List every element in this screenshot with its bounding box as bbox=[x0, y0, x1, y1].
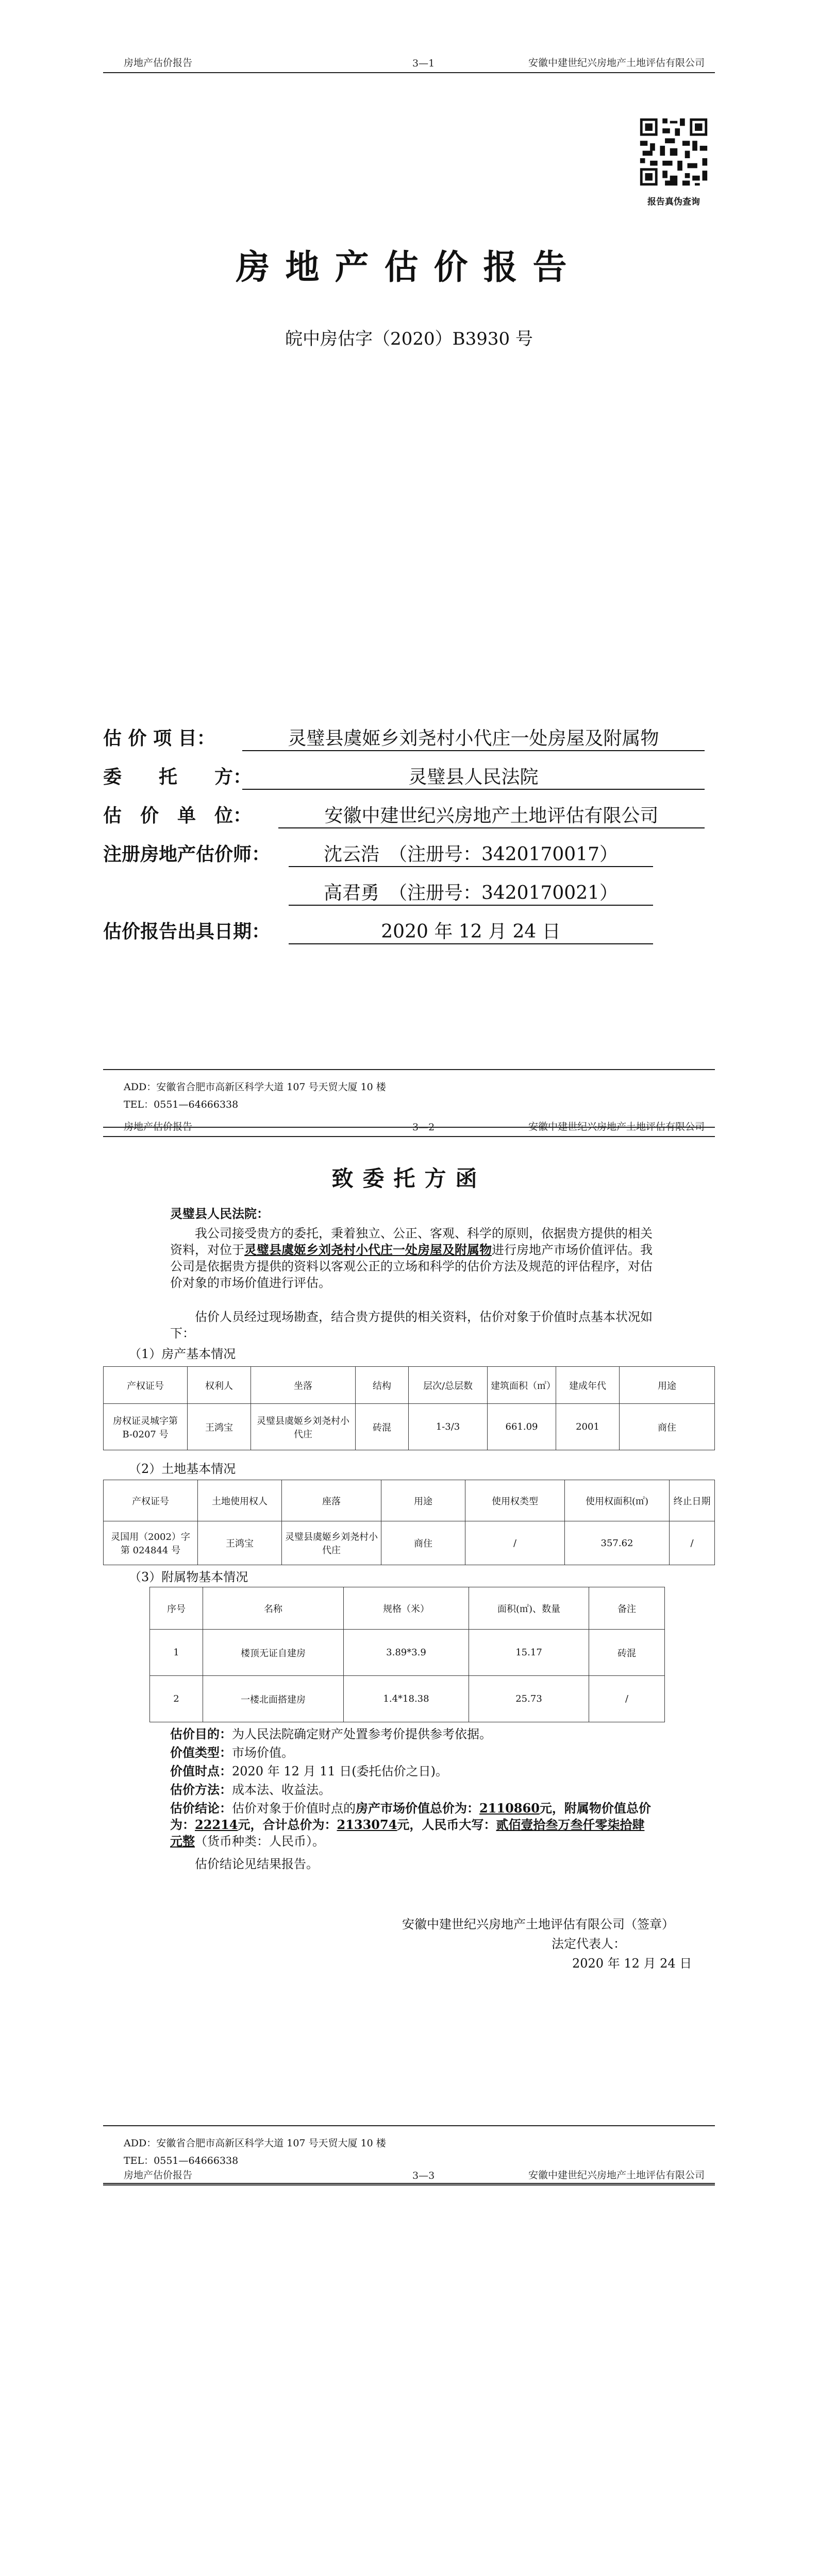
header-right: 安徽中建世纪兴房地产土地评估有限公司 bbox=[528, 1121, 705, 1132]
table-header-row bbox=[150, 1587, 665, 1630]
section-house: （1）房产基本情况 bbox=[129, 1347, 236, 1361]
total-value: 2133074 bbox=[337, 1817, 397, 1832]
item-text: 市场价值。 bbox=[232, 1745, 294, 1760]
header-right: 安徽中建世纪兴房地产土地评估有限公司 bbox=[528, 2170, 705, 2181]
table-cell: 2001 bbox=[556, 1404, 620, 1450]
letter-recipient: 灵璧县人民法院： bbox=[170, 1206, 269, 1221]
table-header-cell: 用途 bbox=[381, 1480, 465, 1521]
letter-final-paragraph: 估价结论见结果报告。 bbox=[195, 1857, 319, 1871]
table-row bbox=[104, 1404, 715, 1450]
result-text: 元，附属物价值总价为： bbox=[170, 1801, 651, 1832]
footer-tel: TEL：0551—64666338 bbox=[124, 1099, 239, 1110]
table-header-cell: 面积(㎡)、数量 bbox=[469, 1587, 589, 1630]
table-header-cell: 规格（米） bbox=[344, 1587, 469, 1630]
cover-value: 灵璧县人民法院 bbox=[242, 762, 705, 790]
sign-representative: 法定代表人： bbox=[552, 1937, 626, 1951]
result-text: （货币种类：人民币）。 bbox=[195, 1834, 325, 1849]
item-text: 成本法、收益法。 bbox=[232, 1783, 331, 1797]
letter-item-purpose bbox=[170, 1726, 655, 1742]
footer-tel: TEL：0551—64666338 bbox=[124, 2155, 239, 2166]
table-cell: 商住 bbox=[620, 1404, 715, 1450]
result-text: 元，合计总价为： bbox=[238, 1817, 337, 1832]
letter-result bbox=[170, 1800, 655, 1850]
property-name: 灵璧县虞姬乡刘尧村小代庄一处房屋及附属物 bbox=[244, 1242, 492, 1257]
letter-item-value-type bbox=[170, 1744, 655, 1761]
table-cell: 房权证灵城字第 B-0207 号 bbox=[104, 1404, 188, 1450]
table-header-cell: 备注 bbox=[589, 1587, 665, 1630]
header-page-number: 3—3 bbox=[412, 2170, 435, 2181]
table-header-cell: 名称 bbox=[203, 1587, 344, 1630]
table-header-cell: 序号 bbox=[150, 1587, 203, 1630]
attachments-table bbox=[149, 1587, 665, 1722]
table-cell: 661.09 bbox=[488, 1404, 556, 1450]
cover-label: 估 价 项 目： bbox=[103, 727, 215, 749]
header-left: 房地产估价报告 bbox=[124, 57, 193, 69]
letter-item-method bbox=[170, 1782, 655, 1798]
table-cell: 1.4*18.38 bbox=[344, 1676, 469, 1722]
table-row bbox=[104, 1521, 715, 1565]
table-cell: 灵璧县虞姬乡刘尧村小代庄 bbox=[251, 1404, 356, 1450]
table-header-cell: 权利人 bbox=[188, 1367, 251, 1404]
cover-value: 高君勇 （注册号：3420170021） bbox=[289, 878, 653, 906]
qr-code-icon bbox=[638, 116, 710, 188]
attachment-value: 22214 bbox=[195, 1817, 238, 1832]
cover-value: 安徽中建世纪兴房地产土地评估有限公司 bbox=[278, 801, 705, 828]
footer-address: ADD：安徽省合肥市高新区科学大道 107 号天贸大厦 10 楼 bbox=[124, 2138, 386, 2149]
result-label: 估价结论： bbox=[170, 1801, 232, 1816]
p1-part: 我公司接受贵方的委托，秉着独立、公正、客观、科学的原则，依据贵方提供的相关资料，对位于 bbox=[170, 1226, 653, 1257]
table-header-cell: 土地使用权人 bbox=[198, 1480, 282, 1521]
table-header-cell: 结构 bbox=[356, 1367, 409, 1404]
page-header bbox=[103, 52, 715, 73]
table-cell: 2 bbox=[150, 1676, 203, 1722]
table-cell: 一楼北面搭建房 bbox=[203, 1676, 344, 1722]
table-header-cell: 终止日期 bbox=[670, 1480, 715, 1521]
table-header-row bbox=[104, 1367, 715, 1404]
table-cell: / bbox=[670, 1521, 715, 1565]
cover-value: 沈云浩 （注册号：3420170017） bbox=[289, 840, 653, 867]
header-left: 房地产估价报告 bbox=[124, 1121, 193, 1132]
item-label: 价值时点： bbox=[170, 1764, 232, 1778]
table-header-cell: 使用权类型 bbox=[465, 1480, 565, 1521]
item-label: 估价目的： bbox=[170, 1726, 232, 1741]
result-text: 房产市场价值总价为： bbox=[356, 1801, 479, 1816]
table-cell: 1-3/3 bbox=[409, 1404, 488, 1450]
table-header-row bbox=[104, 1480, 715, 1521]
table-cell: 357.62 bbox=[565, 1521, 670, 1565]
cover-value: 灵璧县虞姬乡刘尧村小代庄一处房屋及附属物 bbox=[242, 724, 705, 751]
table-cell: 楼顶无证自建房 bbox=[203, 1630, 344, 1676]
cover-label: 注册房地产估价师： bbox=[103, 843, 271, 865]
table-header-cell: 建成年代 bbox=[556, 1367, 620, 1404]
table-header-cell: 使用权面积(㎡) bbox=[565, 1480, 670, 1521]
page-header bbox=[103, 2164, 715, 2185]
report-title: 房地产估价报告 bbox=[236, 247, 582, 287]
header-page-number: 3—1 bbox=[412, 58, 435, 69]
table-header-cell: 产权证号 bbox=[104, 1367, 188, 1404]
result-text: 元，人民币大写： bbox=[397, 1817, 496, 1832]
qr-caption: 报告真伪查询 bbox=[647, 197, 700, 207]
table-header-cell: 建筑面积（㎡） bbox=[488, 1367, 556, 1404]
item-text: 2020 年 12 月 11 日(委托估价之日)。 bbox=[232, 1764, 448, 1778]
cover-label: 委 托 方： bbox=[103, 766, 252, 788]
cover-row-client bbox=[103, 762, 715, 789]
cover-row-valuer-1 bbox=[103, 840, 715, 866]
table-cell: 25.73 bbox=[469, 1676, 589, 1722]
header-page-number: 3—2 bbox=[412, 1122, 435, 1133]
table-cell: 灵国用（2002）字第 024844 号 bbox=[104, 1521, 198, 1565]
cover-label: 估价报告出具日期： bbox=[103, 921, 271, 942]
table-cell: 砖混 bbox=[589, 1630, 665, 1676]
table-header-cell: 用途 bbox=[620, 1367, 715, 1404]
table-cell: 王鸿宝 bbox=[188, 1404, 251, 1450]
letter-paragraph-1 bbox=[170, 1225, 655, 1291]
letter-item-value-date bbox=[170, 1763, 655, 1780]
cover-value: 2020 年 12 月 24 日 bbox=[289, 917, 653, 944]
cover-row-project bbox=[103, 724, 715, 750]
table-cell: 1 bbox=[150, 1630, 203, 1676]
table-cell: 灵璧县虞姬乡刘尧村小代庄 bbox=[282, 1521, 381, 1565]
table-header-cell: 座落 bbox=[282, 1480, 381, 1521]
cover-row-date bbox=[103, 917, 715, 943]
house-value: 2110860 bbox=[479, 1801, 540, 1816]
total-value-words: 贰佰壹拾叁万叁仟零柒拾肆元整 bbox=[170, 1817, 645, 1849]
cover-label: 估 价 单 位： bbox=[103, 805, 252, 826]
table-cell: / bbox=[465, 1521, 565, 1565]
header-right: 安徽中建世纪兴房地产土地评估有限公司 bbox=[528, 57, 705, 69]
item-text: 为人民法院确定财产处置参考价提供参考依据。 bbox=[232, 1727, 492, 1741]
footer-address: ADD：安徽省合肥市高新区科学大道 107 号天贸大厦 10 楼 bbox=[124, 1081, 386, 1093]
item-label: 估价方法： bbox=[170, 1782, 232, 1797]
table-header-cell: 层次/总层数 bbox=[409, 1367, 488, 1404]
table-row bbox=[150, 1630, 665, 1676]
item-label: 价值类型： bbox=[170, 1745, 232, 1760]
p1-part: 进行房地产市场价值评估。我公司是依据贵方提供的资料以客观公正的立场和科学的估价方法及规范的评估程序，对估价对象的市场价值进行评估。 bbox=[170, 1243, 653, 1290]
qr-code-block[interactable] bbox=[635, 116, 712, 207]
table-cell: 3.89*3.9 bbox=[344, 1630, 469, 1676]
sign-date: 2020 年 12 月 24 日 bbox=[572, 1956, 692, 1971]
land-table bbox=[103, 1480, 715, 1565]
cover-row-appraiser bbox=[103, 801, 715, 827]
table-header-cell: 产权证号 bbox=[104, 1480, 198, 1521]
sign-company: 安徽中建世纪兴房地产土地评估有限公司（签章） bbox=[402, 1917, 674, 1931]
table-cell: 商住 bbox=[381, 1521, 465, 1565]
house-table bbox=[103, 1366, 715, 1450]
table-cell: 王鸿宝 bbox=[198, 1521, 282, 1565]
table-header-cell: 坐落 bbox=[251, 1367, 356, 1404]
result-text: 估价对象于价值时点的 bbox=[232, 1801, 356, 1816]
report-doc-number: 皖中房估字（2020）B3930 号 bbox=[285, 329, 533, 349]
table-cell: 15.17 bbox=[469, 1630, 589, 1676]
table-row bbox=[150, 1676, 665, 1722]
table-cell: 砖混 bbox=[356, 1404, 409, 1450]
letter-paragraph-2: 估价人员经过现场勘查，结合贵方提供的相关资料，估价对象于价值时点基本状况如下： bbox=[170, 1310, 653, 1341]
page-header bbox=[103, 1115, 715, 1137]
section-land: （2）土地基本情况 bbox=[129, 1462, 236, 1476]
table-cell: / bbox=[589, 1676, 665, 1722]
section-attachments: （3）附属物基本情况 bbox=[129, 1570, 248, 1584]
letter-title: 致委托方函 bbox=[331, 1166, 487, 1191]
header-left: 房地产估价报告 bbox=[124, 2170, 193, 2181]
